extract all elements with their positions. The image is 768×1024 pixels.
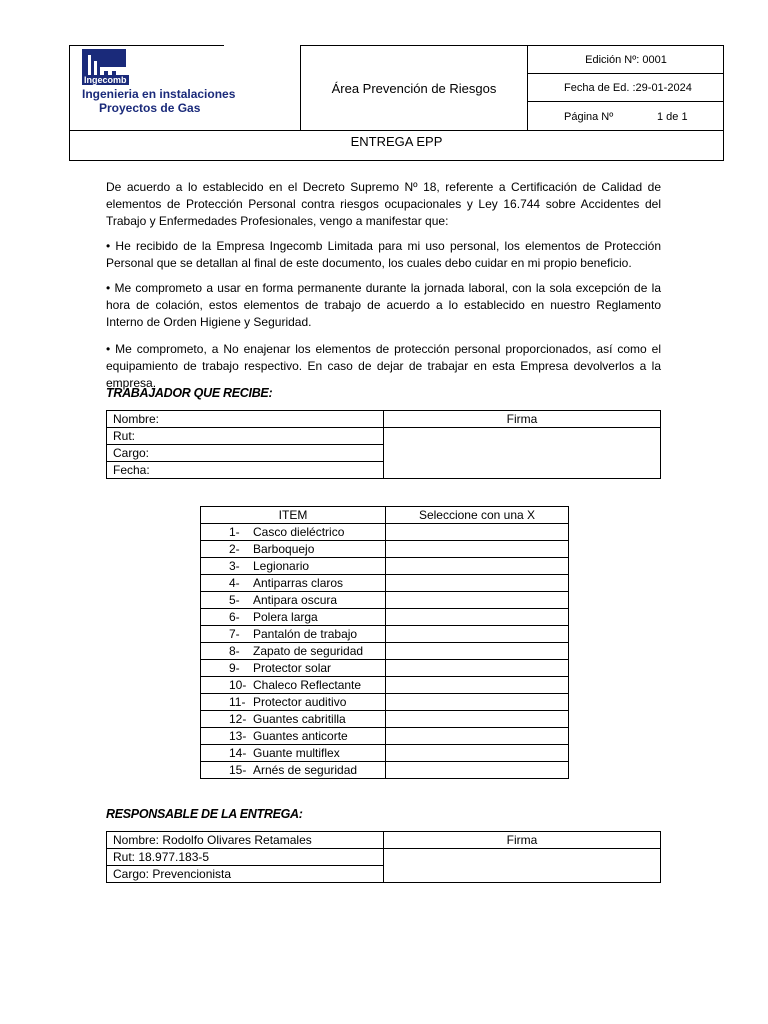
item-cell [201, 660, 386, 677]
item-label: Antiparras claros [253, 576, 344, 590]
page-number [528, 102, 724, 131]
item-label: Protector solar [253, 661, 332, 675]
item-number: 15- [229, 763, 247, 777]
responsible-table [106, 831, 661, 883]
select-column-header: Seleccione con una X [386, 507, 569, 524]
item-number: 5- [229, 593, 240, 607]
table-row [201, 728, 569, 745]
table-row [201, 677, 569, 694]
responsible-signature-header: Firma [384, 832, 661, 849]
item-select-cell[interactable] [386, 694, 569, 711]
table-row [201, 711, 569, 728]
item-number: 7- [229, 627, 240, 641]
item-number: 3- [229, 559, 240, 573]
responsible-section-title: RESPONSABLE DE LA ENTREGA: [106, 807, 303, 821]
item-cell [201, 694, 386, 711]
worker-section-title: TRABAJADOR QUE RECIBE: [106, 386, 273, 400]
worker-signature-field[interactable] [384, 428, 661, 479]
responsible-cargo: Cargo: Prevencionista [107, 866, 384, 883]
area-name: Área Prevención de Riesgos [300, 45, 528, 130]
table-row [201, 745, 569, 762]
item-number: 11- [229, 695, 246, 709]
item-cell [201, 626, 386, 643]
page-label: Página Nº [564, 110, 614, 123]
item-number: 2- [229, 542, 240, 556]
item-label: Protector auditivo [253, 695, 347, 709]
commitment-paragraph-3: • Me comprometo, a No enajenar los elementos de protección personal proporcionados, así como el equipamiento de trabajo respectivo. En caso de dejar de trabajar en esta Empresa devolverlos a la empresa. [106, 342, 661, 390]
worker-signature-header: Firma [384, 411, 661, 428]
item-number: 1- [229, 525, 240, 539]
company-logo [70, 45, 300, 130]
table-row [201, 524, 569, 541]
item-cell [201, 643, 386, 660]
item-select-cell[interactable] [386, 728, 569, 745]
item-select-cell[interactable] [386, 762, 569, 779]
item-cell [201, 677, 386, 694]
item-cell [201, 558, 386, 575]
worker-date-field[interactable]: Fecha: [107, 462, 384, 479]
table-row [201, 609, 569, 626]
item-cell [201, 609, 386, 626]
item-cell [201, 745, 386, 762]
item-select-cell[interactable] [386, 643, 569, 660]
item-label: Barboquejo [253, 542, 315, 556]
item-select-cell[interactable] [386, 558, 569, 575]
item-label: Polera larga [253, 610, 318, 624]
item-cell [201, 524, 386, 541]
item-number: 12- [229, 712, 247, 726]
responsible-rut: Rut: 18.977.183-5 [107, 849, 384, 866]
item-label: Guantes anticorte [253, 729, 348, 743]
table-row [201, 762, 569, 779]
logo-tagline-2: Proyectos de Gas [99, 101, 201, 115]
item-number: 13- [229, 729, 247, 743]
item-cell [201, 541, 386, 558]
worker-cargo-field[interactable]: Cargo: [107, 445, 384, 462]
edition-number: Edición Nº: 0001 [528, 46, 724, 74]
item-label: Arnés de seguridad [253, 763, 358, 777]
item-select-cell[interactable] [386, 626, 569, 643]
document-header [69, 45, 724, 161]
table-row [201, 541, 569, 558]
item-label: Guantes cabritilla [253, 712, 346, 726]
intro-paragraph: De acuerdo a lo establecido en el Decreto Supremo Nº 18, referente a Certificación de Calidad de elementos de Protección Personal contra riesgos ocupacionales y Ley 16.744 sobre Accidentes del Trabajo y Enfermedades Profesionales, vengo a manifestar que: [106, 180, 661, 228]
item-select-cell[interactable] [386, 745, 569, 762]
item-label: Legionario [253, 559, 310, 573]
item-select-cell[interactable] [386, 609, 569, 626]
item-label: Guante multiflex [253, 746, 340, 760]
item-label: Antipara oscura [253, 593, 338, 607]
item-number: 10- [229, 678, 247, 692]
item-column-header: ITEM [201, 507, 386, 524]
item-select-cell[interactable] [386, 660, 569, 677]
item-label: Casco dieléctrico [253, 525, 345, 539]
epp-items-body [201, 524, 569, 779]
item-cell [201, 728, 386, 745]
item-label: Chaleco Reflectante [253, 678, 362, 692]
edition-date: Fecha de Ed. :29-01-2024 [528, 74, 724, 102]
epp-items-table [200, 506, 569, 779]
table-row [201, 694, 569, 711]
item-select-cell[interactable] [386, 575, 569, 592]
item-label: Zapato de seguridad [253, 644, 364, 658]
responsible-signature-field[interactable] [384, 849, 661, 883]
logo-brand: Ingecomb [84, 75, 127, 85]
item-cell [201, 592, 386, 609]
document-meta [528, 45, 724, 130]
item-select-cell[interactable] [386, 677, 569, 694]
item-cell [201, 575, 386, 592]
table-row [201, 643, 569, 660]
item-number: 6- [229, 610, 240, 624]
item-cell [201, 711, 386, 728]
item-number: 4- [229, 576, 240, 590]
worker-name-field[interactable]: Nombre: [107, 411, 384, 428]
table-row [201, 626, 569, 643]
item-cell [201, 762, 386, 779]
table-row [201, 660, 569, 677]
commitment-paragraph-2: • Me comprometo a usar en forma permanente durante la jornada laboral, con la sola excepción de la hora de colación, estos elementos de trabajo de acuerdo a lo establecido en nuestro Reglamento Interno de Orden Higiene y Seguridad. [106, 281, 661, 329]
table-row [201, 575, 569, 592]
document-title: ENTREGA EPP [70, 130, 723, 160]
commitment-paragraph-1: • He recibido de la Empresa Ingecomb Limitada para mi uso personal, los elementos de Protección Personal que se detallan al final de este documento, los cuales debo cuidar en mi propio beneficio. [106, 239, 661, 270]
worker-rut-field[interactable]: Rut: [107, 428, 384, 445]
item-select-cell[interactable] [386, 541, 569, 558]
item-select-cell[interactable] [386, 592, 569, 609]
worker-table [106, 410, 661, 479]
item-number: 8- [229, 644, 240, 658]
item-select-cell[interactable] [386, 711, 569, 728]
item-label: Pantalón de trabajo [253, 627, 358, 641]
logo-tagline-1: Ingenieria en instalaciones [82, 87, 236, 101]
item-number: 14- [229, 746, 247, 760]
page-value: 1 de 1 [657, 110, 688, 123]
item-number: 9- [229, 661, 240, 675]
table-row [201, 592, 569, 609]
item-select-cell[interactable] [386, 524, 569, 541]
responsible-name: Nombre: Rodolfo Olivares Retamales [107, 832, 384, 849]
table-row [201, 558, 569, 575]
